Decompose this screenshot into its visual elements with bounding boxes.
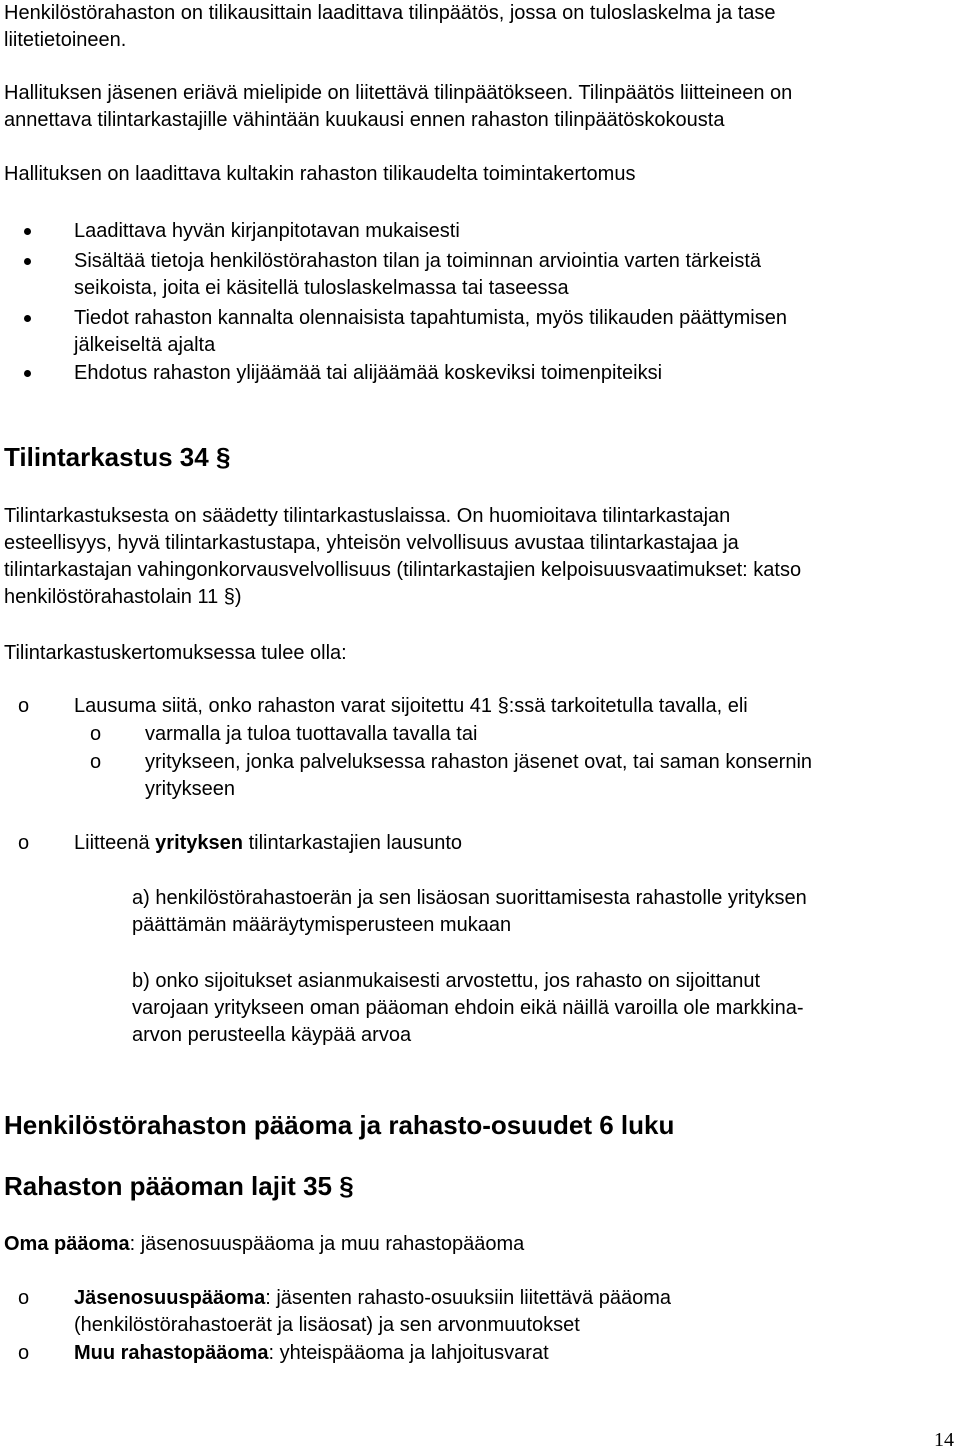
list-marker: o bbox=[90, 751, 102, 773]
list-item-text: Lausuma siitä, onko rahaston varat sijoitettu 41 §:ssä tarkoitetulla tavalla, eli bbox=[74, 695, 748, 717]
list-item-text: Muu rahastopääoma: yhteispääoma ja lahjoitusvarat bbox=[74, 1342, 549, 1364]
bullet-text: Ehdotus rahaston ylijäämää tai alijäämää koskeviksi toimenpiteiksi bbox=[74, 362, 663, 384]
sub-list-item-text: yritykseen bbox=[145, 778, 236, 800]
bullet-icon bbox=[24, 228, 31, 235]
list-marker: o bbox=[90, 723, 102, 745]
list-item-text: Jäsenosuuspääoma: jäsenten rahasto-osuuksiin liitettävä pääoma bbox=[74, 1287, 671, 1309]
paragraph-line: annettava tilintarkastajille vähintään kuukausi ennen rahaston tilinpäätöskokousta bbox=[4, 109, 725, 131]
list-marker: o bbox=[18, 1342, 30, 1364]
paragraph-line: Hallituksen jäsenen eriävä mielipide on liitettävä tilinpäätökseen. Tilinpäätös liitteineen on bbox=[4, 82, 793, 104]
bullet-icon bbox=[24, 258, 31, 265]
paragraph-line: liitetietoineen. bbox=[4, 29, 127, 51]
bullet-text: Sisältää tietoja henkilöstörahaston tilan ja toiminnan arviointia varten tärkeistä bbox=[74, 250, 762, 272]
paragraph-line: Hallituksen on laadittava kultakin rahaston tilikaudelta toimintakertomus bbox=[4, 163, 636, 185]
indented-line: päättämän määräytymisperusteen mukaan bbox=[132, 914, 512, 936]
bullet-icon bbox=[24, 370, 31, 377]
indented-line: a) henkilöstörahastoerän ja sen lisäosan suorittamisesta rahastolle yrityksen bbox=[132, 887, 807, 909]
section-heading: Tilintarkastus 34 § bbox=[4, 442, 231, 472]
chapter-heading: Henkilöstörahaston pääoma ja rahasto-osuudet 6 luku bbox=[4, 1110, 675, 1140]
indented-line: varojaan yritykseen oman pääoman ehdoin eikä näillä varoilla ole markkina- bbox=[132, 997, 804, 1019]
definition-line: Oma pääoma: jäsenosuuspääoma ja muu rahastopääoma bbox=[4, 1233, 525, 1255]
paragraph-line: henkilöstörahastolain 11 §) bbox=[4, 586, 242, 608]
section-heading: Rahaston pääoman lajit 35 § bbox=[4, 1171, 354, 1201]
list-item-text: (henkilöstörahastoerät ja lisäosat) ja sen arvonmuutokset bbox=[74, 1314, 580, 1336]
sub-list-item-text: varmalla ja tuloa tuottavalla tavalla tai bbox=[145, 723, 478, 745]
paragraph-line: Tilintarkastuksesta on säädetty tilintarkastuslaissa. On huomioitava tilintarkastajan bbox=[4, 505, 731, 527]
paragraph-line: esteellisyys, hyvä tilintarkastustapa, yhteisön velvollisuus avustaa tilintarkastajaa ja bbox=[4, 532, 739, 554]
indented-line: b) onko sijoitukset asianmukaisesti arvostettu, jos rahasto on sijoittanut bbox=[132, 970, 761, 992]
sub-list-item-text: yritykseen, jonka palveluksessa rahaston jäsenet ovat, tai saman konsernin bbox=[145, 751, 813, 773]
bullet-text: seikoista, joita ei käsitellä tuloslaskelmassa tai taseessa bbox=[74, 277, 569, 299]
list-marker: o bbox=[18, 695, 30, 717]
bullet-text: Tiedot rahaston kannalta olennaisista tapahtumista, myös tilikauden päättymisen bbox=[74, 307, 787, 329]
list-marker: o bbox=[18, 832, 30, 854]
indented-line: arvon perusteella käypää arvoa bbox=[132, 1024, 412, 1046]
bullet-text: Laadittava hyvän kirjanpitotavan mukaisesti bbox=[74, 220, 460, 242]
list-item-text: Liitteenä yrityksen tilintarkastajien lausunto bbox=[74, 832, 463, 854]
bullet-icon bbox=[24, 315, 31, 322]
paragraph-line: Henkilöstörahaston on tilikausittain laadittava tilinpäätös, jossa on tuloslaskelma ja tase bbox=[4, 2, 776, 24]
paragraph-line: tilintarkastajan vahingonkorvausvelvollisuus (tilintarkastajien kelpoisuusvaatimukset: katso bbox=[4, 559, 802, 581]
list-marker: o bbox=[18, 1287, 30, 1309]
bullet-text: jälkeiseltä ajalta bbox=[74, 334, 216, 356]
paragraph-line: Tilintarkastuskertomuksessa tulee olla: bbox=[4, 642, 347, 664]
page-number: 14 bbox=[934, 1429, 954, 1451]
